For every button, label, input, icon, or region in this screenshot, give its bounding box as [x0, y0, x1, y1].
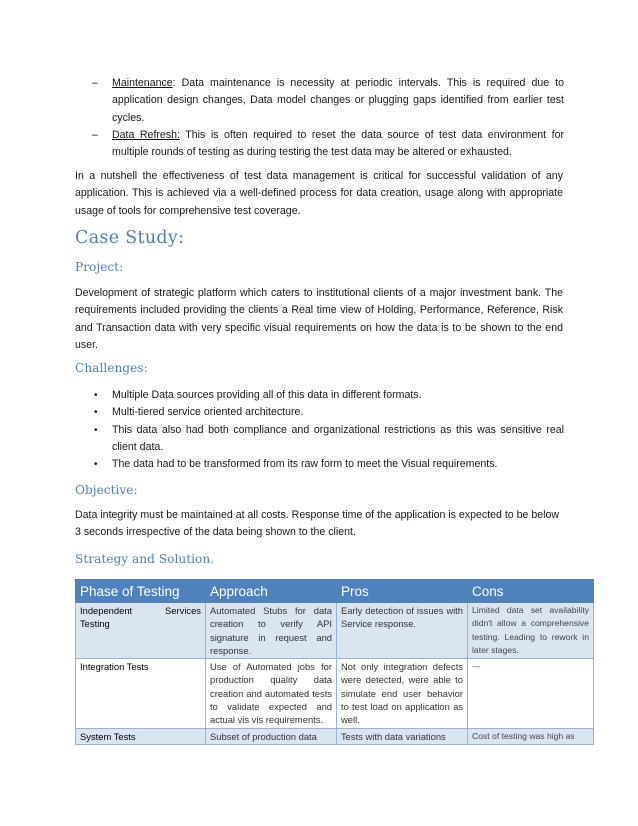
- intro-dash-list: [92, 75, 564, 161]
- cell-approach: Subset of production data: [206, 728, 337, 744]
- list-item: • Multi-tiered service oriented architecture.: [92, 404, 564, 421]
- bullet-icon: •: [94, 459, 98, 471]
- cell-phase: Integration Tests: [76, 659, 206, 728]
- cell-cons: Cost of testing was high as: [468, 728, 594, 744]
- table-header-row: [76, 580, 594, 603]
- cell-approach: Use of Automated jobs for production quality data creation and automated tests to validate expected and actual vis vis requirements.: [206, 659, 337, 728]
- strategy-table: [75, 579, 594, 745]
- cell-approach: Automated Stubs for data creation to verify API signature in request and response.: [206, 603, 337, 659]
- dash-mark: –: [92, 128, 98, 141]
- case-study-heading: Case Study:: [75, 228, 185, 248]
- maintenance-text: Data maintenance is necessity at periodic intervals. This is required due to application design changes, Data model changes or plugging gaps identified from earlier test cycles.: [112, 77, 564, 124]
- objective-paragraph: Data integrity must be maintained at all costs. Response time of the application is expected to be below 3 seconds irrespective of the data being shown to the client.: [75, 509, 560, 539]
- list-item: • Multiple Data sources providing all of this data in different formats.: [92, 387, 564, 404]
- cell-phase: System Tests: [76, 728, 206, 744]
- cell-phase: Independent Services Testing: [76, 603, 206, 659]
- cell-pros: Not only integration defects were detected, were able to simulate end user behavior to test load on application as well.: [337, 659, 468, 728]
- header-phase: Phase of Testing: [76, 580, 206, 603]
- list-item: • This data also had both compliance and organizational restrictions as this was sensitive real client data.: [94, 423, 564, 453]
- summary-paragraph: In a nutshell the effectiveness of test data management is critical for successful validation of any application. This is achieved via a well-defined process for data creation, usage along with appropriate usage of tools for comprehensive test coverage.: [75, 170, 563, 217]
- cell-pros: Early detection of issues with Service response.: [337, 603, 468, 659]
- dash-mark: –: [92, 77, 98, 89]
- header-approach: Approach: [206, 580, 337, 603]
- term-maintenance: Maintenance: [112, 77, 173, 89]
- table-row: [76, 728, 594, 744]
- table-row: [76, 603, 594, 659]
- strategy-heading: Strategy and Solution.: [75, 552, 215, 566]
- list-item-maintenance: – Maintenance: Data maintenance is necessity at periodic intervals. This is required due to application design changes, Data model changes or plugging gaps identified from earlier test cycles.: [92, 77, 564, 124]
- cell-pros: Tests with data variations: [337, 728, 468, 744]
- cell-cons: ---: [468, 659, 594, 728]
- list-item-data-refresh: [92, 127, 564, 162]
- project-paragraph: Development of strategic platform which caters to institutional clients of a major investment bank. The requirements included providing the clients a Real time view of Holding, Performance, Reference, Risk and Transaction data with very specific visual requirements on how the data is to be shown to the end user.: [75, 287, 563, 351]
- bullet-icon: •: [94, 390, 98, 401]
- header-pros: Pros: [337, 580, 468, 603]
- bullet-icon: •: [94, 424, 98, 436]
- header-cons: Cons: [468, 580, 594, 603]
- objective-heading: Objective:: [75, 483, 138, 497]
- term-data-refresh: Data Refresh:: [112, 128, 180, 141]
- challenges-heading: Challenges:: [75, 361, 148, 375]
- challenges-list: [92, 387, 564, 473]
- bullet-icon: •: [94, 407, 98, 419]
- cell-cons: Limited data set availability didn't allow a comprehensive testing. Leading to rework in later stages.: [468, 603, 594, 659]
- project-heading: Project:: [75, 260, 124, 274]
- table-row: [76, 659, 594, 728]
- data-refresh-text: This is often required to reset the data source of test data environment for multiple rounds of testing as during testing the test data may be altered or exhausted.: [112, 128, 565, 159]
- list-item: • The data had to be transformed from its raw form to meet the Visual requirements.: [92, 456, 564, 473]
